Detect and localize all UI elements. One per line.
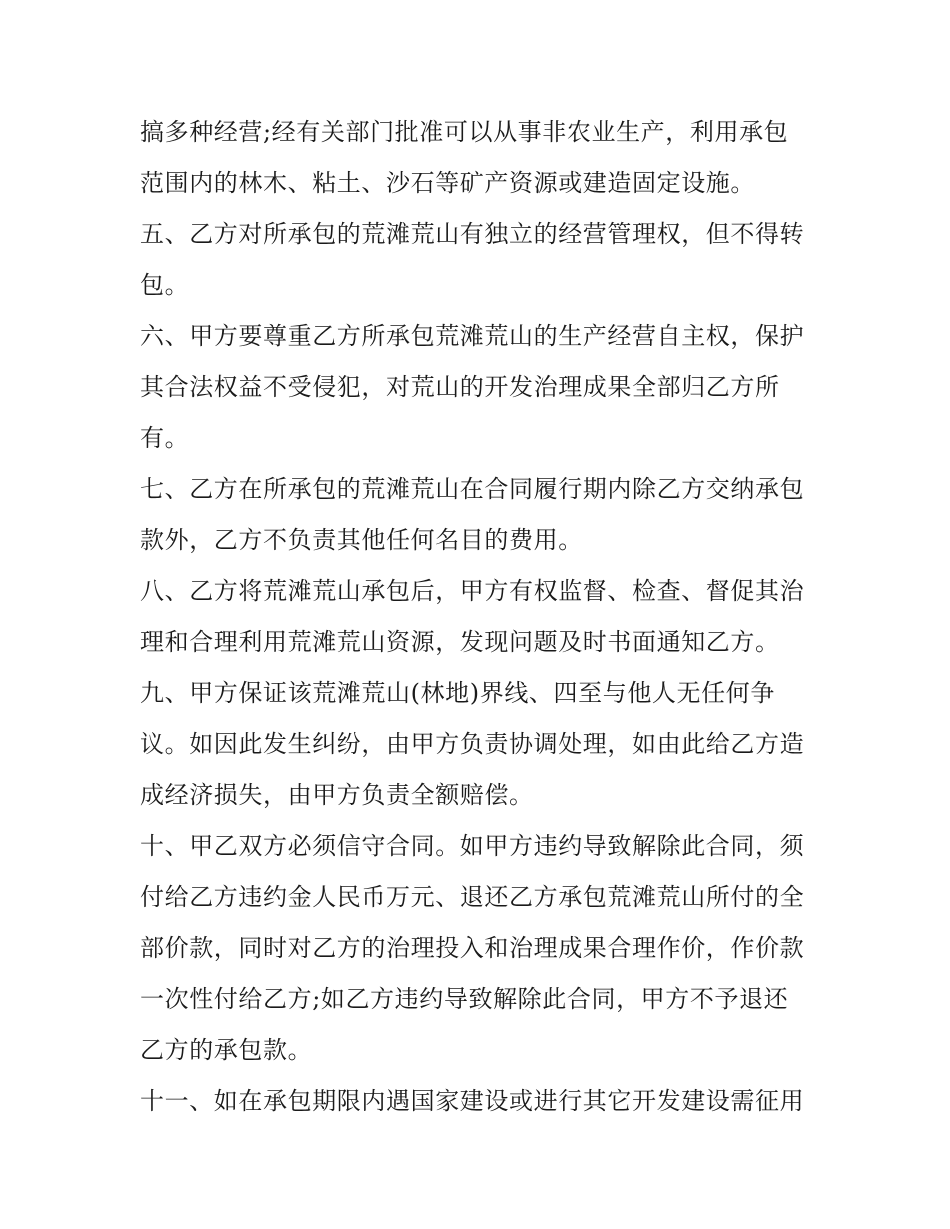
text-line: 议。如因此发生纠纷，由甲方负责协调处理，如由此给乙方造 (140, 730, 805, 758)
text-line: 八、乙方将荒滩荒山承包后，甲方有权监督、检查、督促其治 (140, 577, 805, 605)
text-line: 其合法权益不受侵犯，对荒山的开发治理成果全部归乙方所 (140, 373, 780, 401)
text-line: 包。 (140, 271, 190, 299)
text-line: 乙方的承包款。 (140, 1036, 313, 1064)
text-line: 十一、如在承包期限内遇国家建设或进行其它开发建设需征用 (140, 1087, 805, 1115)
document-body (140, 107, 820, 1127)
text-line: 六、甲方要尊重乙方所承包荒滩荒山的生产经营自主权，保护 (140, 322, 805, 350)
text-line: 成经济损失，由甲方负责全额赔偿。 (140, 781, 534, 809)
text-line: 五、乙方对所承包的荒滩荒山有独立的经营管理权，但不得转 (140, 220, 805, 248)
text-line: 款外，乙方不负责其他任何名目的费用。 (140, 526, 583, 554)
text-line: 有。 (140, 424, 190, 452)
text-line: 范围内的林木、粘土、沙石等矿产资源或建造固定设施。 (140, 169, 755, 197)
text-line: 十、甲乙双方必须信守合同。如甲方违约导致解除此合同，须 (140, 832, 805, 860)
text-line: 部价款，同时对乙方的治理投入和治理成果合理作价，作价款 (140, 934, 805, 962)
text-line: 九、甲方保证该荒滩荒山(林地)界线、四至与他人无任何争 (140, 679, 775, 707)
text-line: 理和合理利用荒滩荒山资源，发现问题及时书面通知乙方。 (140, 628, 780, 656)
text-line: 七、乙方在所承包的荒滩荒山在合同履行期内除乙方交纳承包 (140, 475, 805, 503)
text-line: 一次性付给乙方;如乙方违约导致解除此合同，甲方不予退还 (140, 985, 789, 1013)
text-line: 付给乙方违约金人民币万元、退还乙方承包荒滩荒山所付的全 (140, 883, 805, 911)
text-line: 搞多种经营;经有关部门批准可以从事非农业生产，利用承包 (140, 118, 789, 146)
